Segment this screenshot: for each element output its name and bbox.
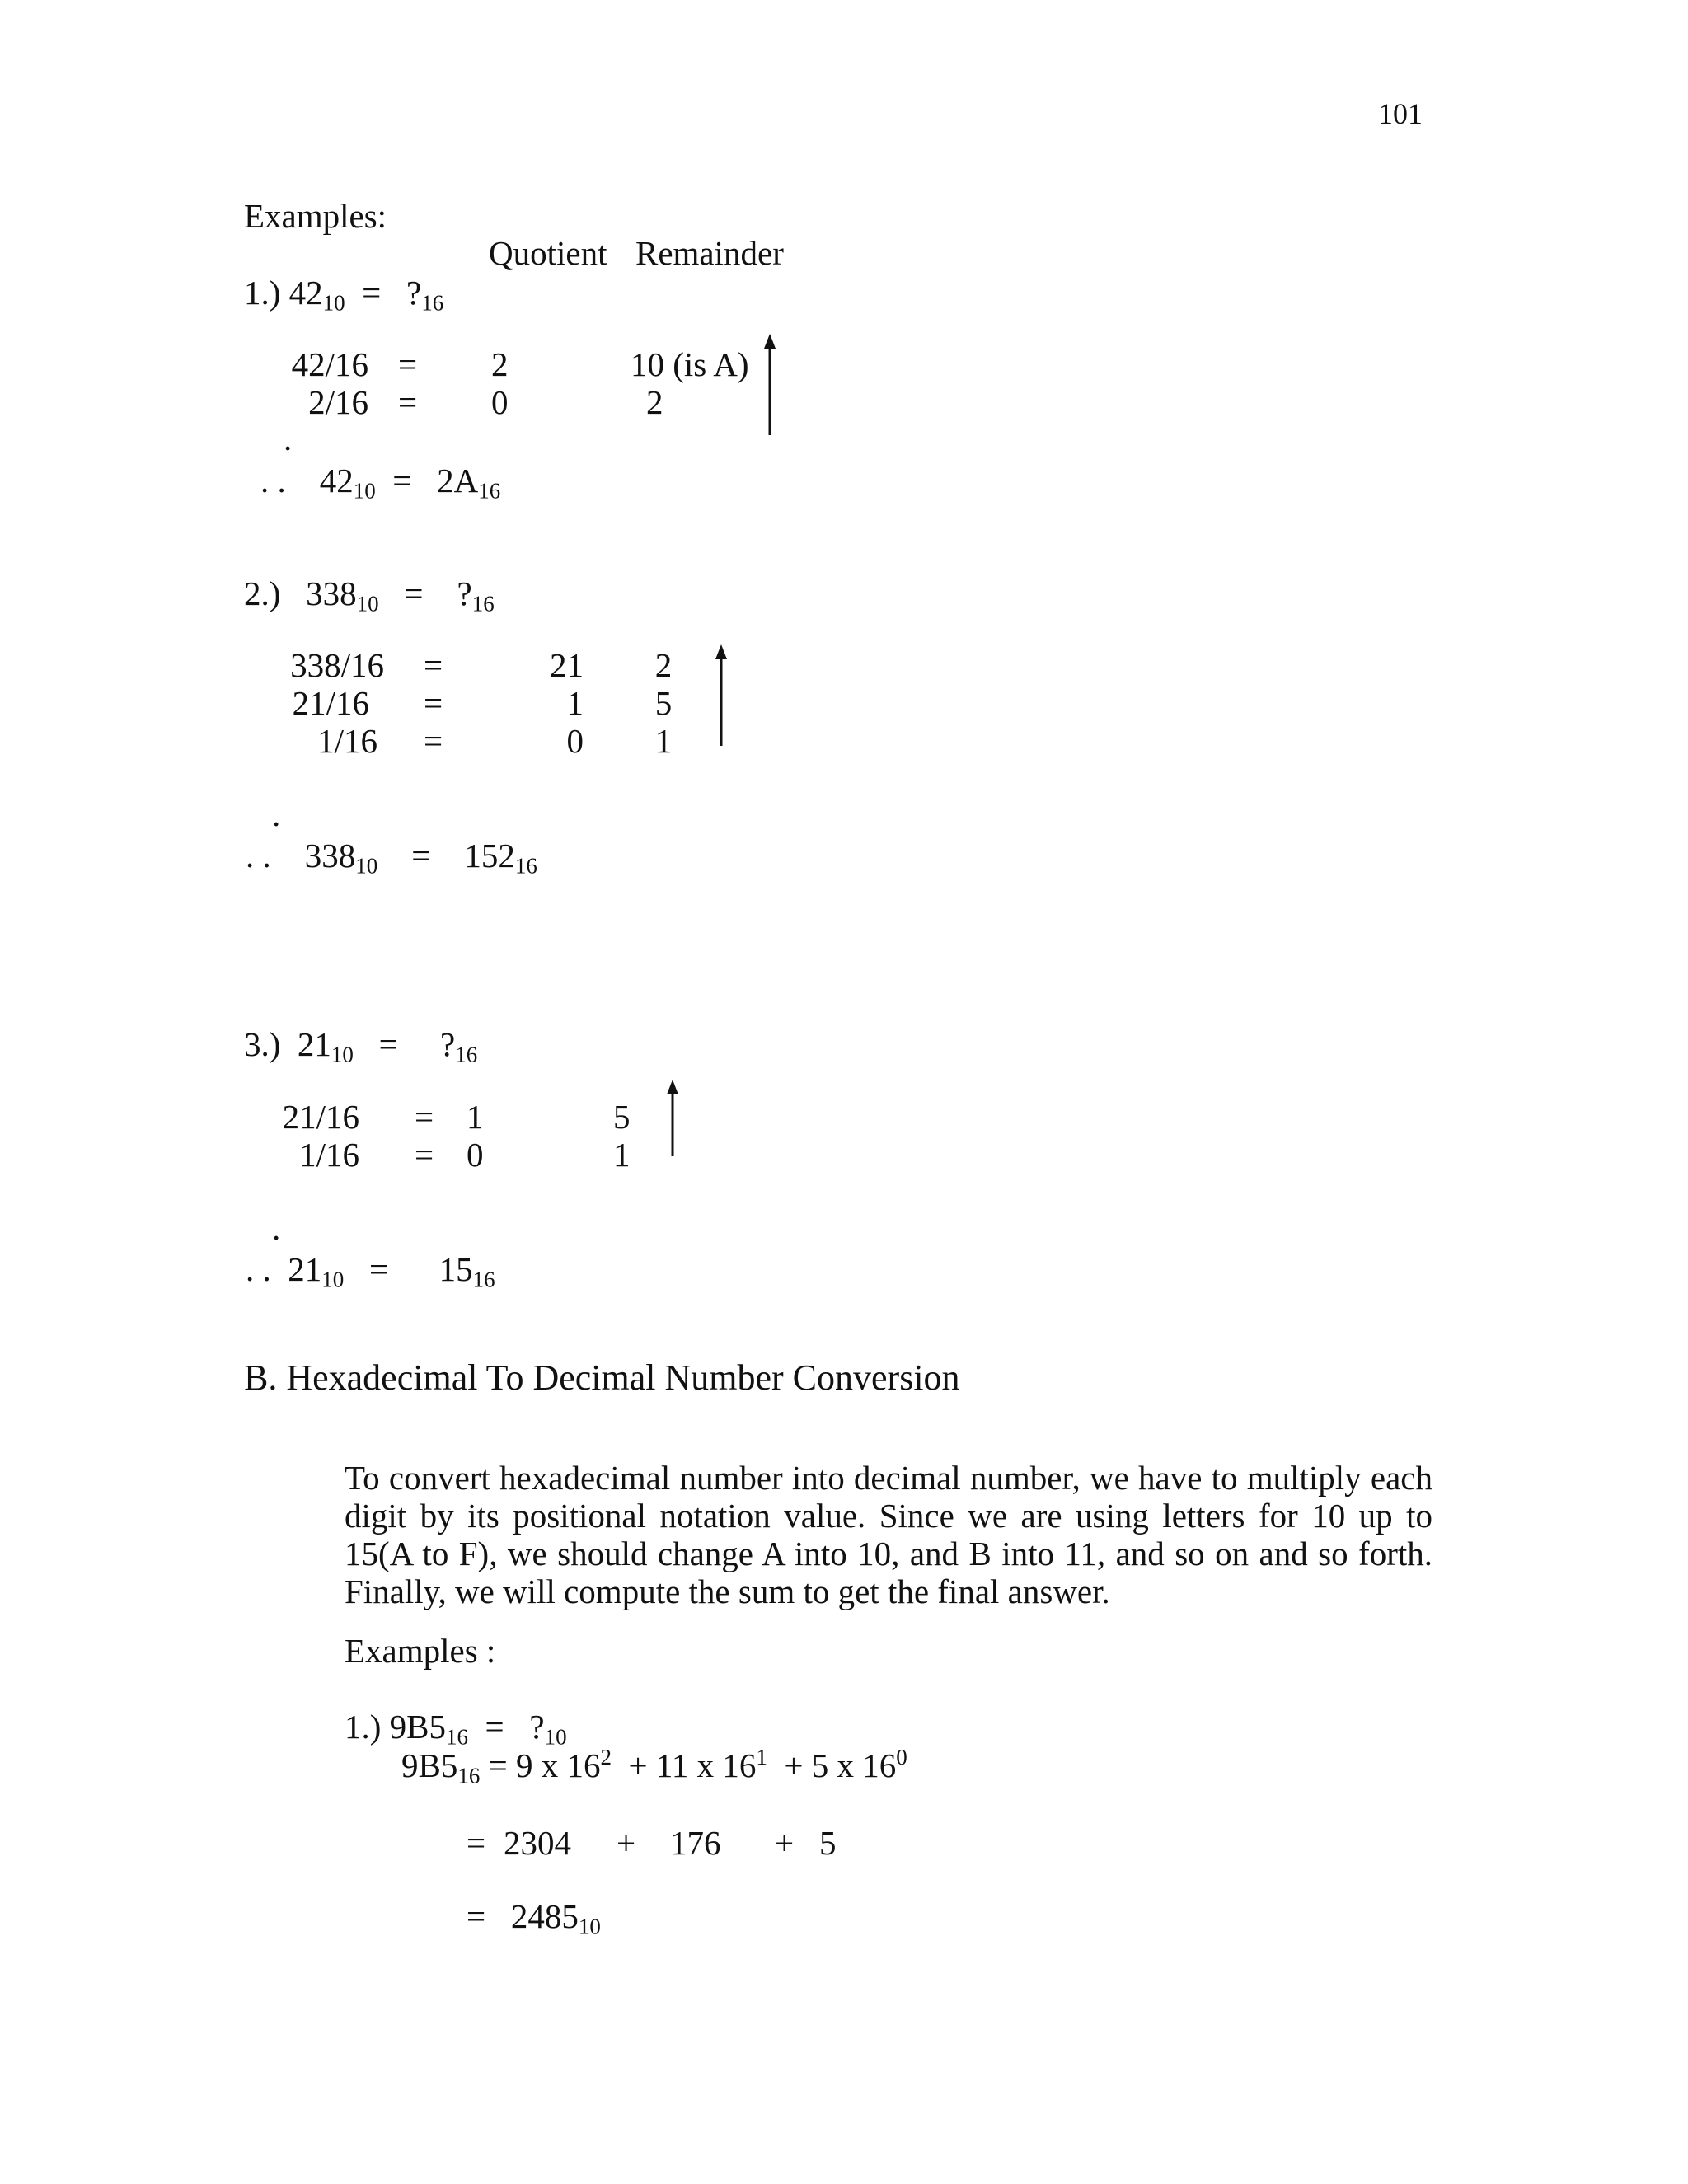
term-2: + 11 x 16 (628, 1746, 757, 1784)
unknown-value: ? (529, 1708, 545, 1746)
page-number: 101 (1378, 97, 1423, 130)
equals-sign: = (392, 462, 412, 499)
base-subscript: 16 (446, 1724, 469, 1750)
quotient-value: 0 (566, 722, 584, 760)
example-3-question (244, 1025, 478, 1067)
division-expression: 2/16 (308, 383, 368, 421)
equals-sign: = (404, 574, 424, 612)
therefore-symbol: . . (246, 1250, 271, 1288)
sum-equals: = (467, 1824, 486, 1862)
section-paragraph: To convert hexadecimal number into decimal number, we have to multiply each digit by its positional notation value. Since we are using letters for 10 up to 15(A to F), we should change A into 10, and B into 11, and so on and so forth. Finally, we will compute the sum to get the final answer. (345, 1459, 1432, 1610)
division-expression: 21/16 (292, 684, 369, 722)
equals-sign: = (424, 646, 443, 684)
sum-term-b: 176 (670, 1824, 721, 1862)
quotient-header: Quotient (489, 234, 607, 272)
division-expression: 338/16 (290, 646, 384, 684)
base-subscript: 16 (514, 853, 537, 879)
quotient-value: 21 (550, 646, 584, 684)
decimal-result: 2485 (510, 1897, 579, 1935)
equals-sign: = (398, 383, 418, 421)
base-subscript: 16 (478, 478, 501, 504)
decimal-number: 21 (297, 1025, 331, 1063)
hex-number: 9B5 (389, 1708, 447, 1746)
therefore-dot-top: . (272, 795, 281, 833)
exponent: 0 (896, 1745, 907, 1770)
base-subscript: 10 (544, 1724, 567, 1750)
remainder-value: 1 (654, 722, 673, 760)
base-subscript: 10 (322, 290, 345, 316)
decimal-number: 338 (304, 837, 356, 874)
base-subscript: 10 (356, 591, 379, 616)
division-expression: 42/16 (291, 345, 368, 383)
quotient-value: 2 (491, 345, 509, 383)
quotient-value: 1 (467, 1098, 484, 1136)
final-result (467, 1897, 601, 1939)
base-subscript: 16 (472, 1267, 495, 1292)
remainder-value: 5 (654, 684, 673, 722)
remainder-value: 5 (613, 1098, 631, 1136)
unknown-value: ? (457, 574, 472, 612)
equals-sign: = (415, 1136, 434, 1174)
up-arrow-icon (760, 334, 780, 437)
base-subscript: 10 (578, 1914, 601, 1939)
sum-plus: + (775, 1824, 795, 1862)
equals-sign: = (485, 1708, 504, 1746)
base-subscript: 16 (455, 1042, 478, 1067)
remainder-header: Remainder (635, 234, 784, 272)
example-label: 1.) (244, 274, 281, 312)
remainder-value: 1 (613, 1136, 631, 1174)
unknown-value: ? (440, 1025, 456, 1063)
base-subscript: 16 (457, 1763, 481, 1788)
term-1: = 9 x 16 (488, 1746, 601, 1784)
exponent: 1 (756, 1745, 767, 1770)
equals-sign: = (415, 1098, 434, 1136)
decimal-number: 338 (306, 574, 357, 612)
decimal-number: 21 (288, 1250, 322, 1288)
examples-label: Examples: (244, 197, 387, 235)
equals-sign: = (424, 722, 443, 760)
unknown-value: ? (406, 274, 422, 312)
hex-expansion-line (401, 1745, 907, 1788)
term-3: + 5 x 16 (784, 1746, 897, 1784)
base-subscript: 10 (321, 1267, 345, 1292)
decimal-number: 42 (319, 462, 354, 499)
equals-sign: = (411, 837, 431, 874)
therefore-dot-top: . (272, 1209, 281, 1247)
sum-term-a: 2304 (504, 1824, 571, 1862)
example-label: 3.) (244, 1025, 281, 1063)
example-label: 2.) (244, 574, 281, 612)
example-1-question (244, 274, 444, 316)
equals-sign: = (424, 684, 443, 722)
division-expression: 21/16 (282, 1098, 359, 1136)
hex-number: 9B5 (401, 1746, 458, 1784)
therefore-symbol: . . (246, 837, 271, 874)
therefore-symbol: . . (260, 462, 286, 499)
base-subscript: 10 (331, 1042, 354, 1067)
remainder-value: 2 (646, 383, 663, 421)
quotient-value: 1 (566, 684, 584, 722)
equals-sign: = (398, 345, 418, 383)
up-arrow-icon (711, 644, 731, 748)
remainder-value: 2 (654, 646, 673, 684)
remainder-value: 10 (is A) (631, 345, 749, 383)
hex-result: 15 (438, 1250, 473, 1288)
sum-plus: + (617, 1824, 636, 1862)
section-heading: B. Hexadecimal To Decimal Number Conversion (244, 1357, 960, 1398)
equals-sign: = (467, 1897, 486, 1935)
base-subscript: 16 (471, 591, 495, 616)
base-subscript: 16 (421, 290, 444, 316)
equals-sign: = (369, 1250, 389, 1288)
therefore-dot-top: . (284, 419, 293, 457)
example-1-result (260, 462, 501, 504)
hex-result: 2A (437, 462, 479, 499)
base-subscript: 10 (353, 478, 376, 504)
quotient-value: 0 (491, 383, 509, 421)
division-expression: 1/16 (317, 722, 377, 760)
example-label: 1.) (345, 1708, 382, 1746)
up-arrow-icon (663, 1080, 682, 1158)
decimal-number: 42 (288, 274, 323, 312)
hex-example-1-question (345, 1708, 567, 1750)
hex-result: 152 (464, 837, 515, 874)
example-3-result (246, 1250, 495, 1292)
quotient-value: 0 (467, 1136, 484, 1174)
division-expression: 1/16 (299, 1136, 359, 1174)
equals-sign: = (378, 1025, 398, 1063)
sum-term-c: 5 (819, 1824, 837, 1862)
example-2-result (246, 837, 537, 879)
exponent: 2 (600, 1745, 612, 1770)
equals-sign: = (362, 274, 382, 312)
examples-label: Examples : (345, 1632, 496, 1670)
base-subscript: 10 (355, 853, 378, 879)
example-2-question (244, 574, 495, 616)
